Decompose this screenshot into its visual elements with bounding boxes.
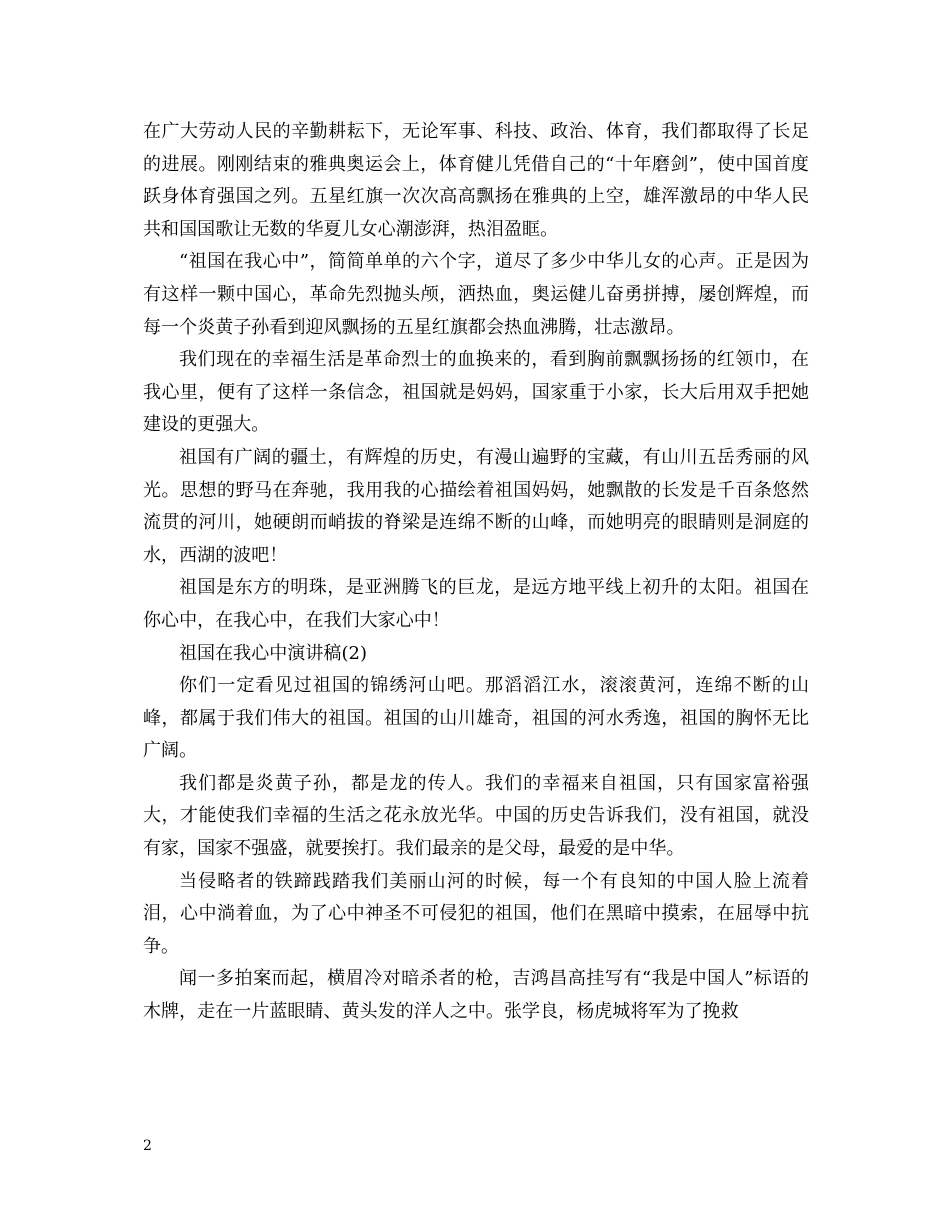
- body-text: [143, 116, 809, 1029]
- paragraph-8: 我们都是炎黄子孙，都是龙的传人。我们的幸福来自祖国，只有国家富裕强大，才能使我们幸福的生活之花永放光华。中国的历史告诉我们，没有祖国，就没有家，国家不强盛，就要挨打。我们最亲的是父母，最爱的是中华。: [143, 772, 809, 860]
- paragraph-5: 祖国是东方的明珠，是亚洲腾飞的巨龙，是远方地平线上初升的太阳。祖国在你心中，在我心中，在我们大家心中！: [143, 577, 809, 631]
- paragraph-7: 你们一定看见过祖国的锦绣河山吧。那滔滔江水，滚滚黄河，连绵不断的山峰，都属于我们伟大的祖国。祖国的山川雄奇，祖国的河水秀逸，祖国的胸怀无比广阔。: [143, 675, 809, 762]
- page-number: 2: [143, 1138, 152, 1154]
- paragraph-1: 在广大劳动人民的辛勤耕耘下，无论军事、科技、政治、体育，我们都取得了长足的进展。刚刚结束的雅典奥运会上，体育健儿凭借自己的“十年磨剑”，使中国首度跃身体育强国之列。五星红旗一次次高高飘扬在雅典的上空，雄浑激昂的中华人民共和国国歌让无数的华夏儿女心潮澎湃，热泪盈眶。: [143, 121, 809, 240]
- paragraph-2: “祖国在我心中”，简简单单的六个字，道尽了多少中华儿女的心声。正是因为有这样一颗中国心，革命先烈抛头颅，洒热血，奥运健儿奋勇拼搏，屡创辉煌，而每一个炎黄子孙看到迎风飘扬的五星红旗都会热血沸腾，壮志激昂。: [143, 251, 809, 338]
- paragraph-3: 我们现在的幸福生活是革命烈士的血换来的，看到胸前飘飘扬扬的红领巾，在我心里，便有了这样一条信念，祖国就是妈妈，国家重于小家，长大后用双手把她建设的更强大。: [143, 349, 809, 436]
- paragraph-4: 祖国有广阔的疆土，有辉煌的历史，有漫山遍野的宝藏，有山川五岳秀丽的风光。思想的野马在奔驰，我用我的心描绘着祖国妈妈，她飘散的长发是千百条悠然流贯的河川，她硬朗而峭拔的脊梁是连绵不断的山峰，而她明亮的眼睛则是洞庭的水，西湖的波吧！: [143, 446, 809, 566]
- paragraph-10: 闻一多拍案而起，横眉冷对暗杀者的枪，吉鸿昌高挂写有“我是中国人”标语的木牌，走在一片蓝眼睛、黄头发的洋人之中。张学良，杨虎城将军为了挽救: [143, 968, 809, 1023]
- paragraph-9: 当侵略者的铁蹄践踏我们美丽山河的时候，每一个有良知的中国人脸上流着泪，心中淌着血，为了心中神圣不可侵犯的祖国，他们在黑暗中摸索，在屈辱中抗争。: [143, 870, 809, 957]
- section-heading: 祖国在我心中演讲稿(2): [179, 642, 368, 664]
